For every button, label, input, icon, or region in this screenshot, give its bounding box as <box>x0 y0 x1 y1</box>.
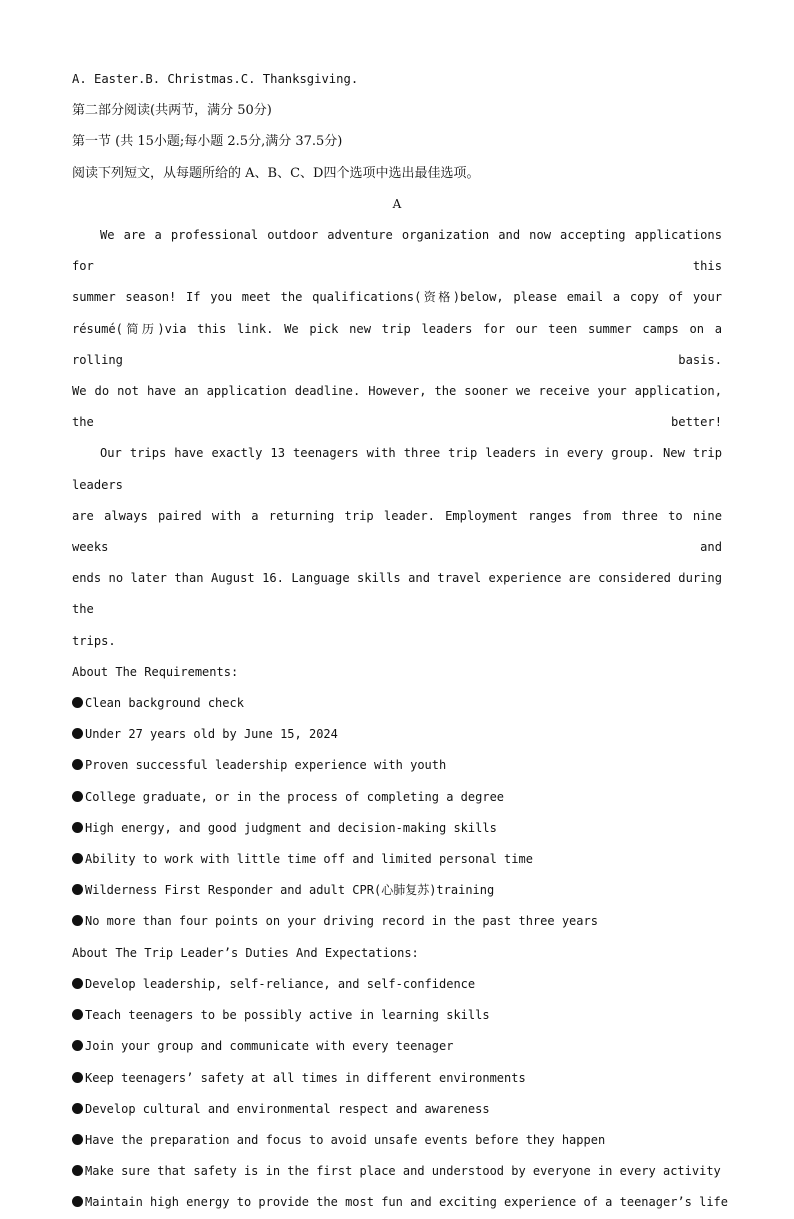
bullet-icon <box>72 697 83 708</box>
bullet-icon <box>72 759 83 770</box>
paragraph-two-line-4: trips. <box>72 633 116 648</box>
list-item <box>72 1094 722 1125</box>
paragraph-one-line-1: We are a professional outdoor adventure organization and now accepting applications for this <box>72 228 722 274</box>
requirement-text: Ability to work with little time off and limited personal time <box>85 852 533 867</box>
list-item <box>72 688 722 719</box>
list-item <box>72 750 722 781</box>
paragraph-two-line-1: Our trips have exactly 13 teenagers with three trip leaders in every group. New trip leaders <box>72 446 722 492</box>
duty-text: Make sure that safety is in the first place and understood by everyone in every activity <box>85 1164 721 1179</box>
bullet-icon <box>72 915 83 926</box>
bullet-icon <box>72 1134 83 1145</box>
duty-text: Join your group and communicate with every teenager <box>85 1039 454 1054</box>
requirement-text: Proven successful leadership experience with youth <box>85 758 447 773</box>
bullet-icon <box>72 1196 83 1207</box>
document-page <box>72 64 728 1219</box>
list-item <box>72 813 722 844</box>
bullet-icon <box>72 853 83 864</box>
list-item <box>72 719 722 750</box>
list-item <box>72 1187 728 1218</box>
duties-list <box>72 969 728 1219</box>
list-item <box>72 844 722 875</box>
section-one-title: 第一节 (共 15小题;每小题 2.5分,满分 37.5分) <box>72 134 343 150</box>
paragraph-one-line-4: We do not have an application deadline. However, the sooner we receive your application, the better! <box>72 384 722 430</box>
bullet-icon <box>72 728 83 739</box>
requirements-list <box>72 688 722 938</box>
duties-heading: About The Trip Leader’s Duties And Expectations: <box>72 945 419 960</box>
answer-options: A. Easter.B. Christmas.C. Thanksgiving. <box>72 72 359 86</box>
duty-text: Develop cultural and environmental respect and awareness <box>85 1101 490 1116</box>
paragraph-one-line-2: summer season! If you meet the qualifications(资格)below, please email a copy of your <box>72 290 722 305</box>
paragraph-two-line-3: ends no later than August 16. Language skills and travel experience are considered during the <box>72 571 722 617</box>
bullet-icon <box>72 1165 83 1176</box>
requirement-text: College graduate, or in the process of completing a degree <box>85 789 505 804</box>
duty-text: Keep teenagers’ safety at all times in different environments <box>85 1070 526 1085</box>
requirement-text: No more than four points on your driving record in the past three years <box>85 914 598 929</box>
requirement-text: High energy, and good judgment and decision-making skills <box>85 820 497 835</box>
requirement-text: Under 27 years old by June 15, 2024 <box>85 727 338 742</box>
bullet-icon <box>72 978 83 989</box>
list-item <box>72 1031 722 1062</box>
list-item <box>72 1156 722 1187</box>
bullet-icon <box>72 791 83 802</box>
paragraph-two <box>72 438 722 656</box>
duty-text: Have the preparation and focus to avoid unsafe events before they happen <box>85 1132 606 1147</box>
list-item <box>72 875 722 906</box>
requirements-heading: About The Requirements: <box>72 664 239 679</box>
list-item <box>72 969 722 1000</box>
bullet-icon <box>72 822 83 833</box>
list-item <box>72 906 722 937</box>
paragraph-one <box>72 220 722 438</box>
part-two-title: 第二部分阅读(共两节，满分 50分) <box>72 103 272 119</box>
bullet-icon <box>72 1103 83 1114</box>
list-item <box>72 1125 722 1156</box>
requirement-text: Clean background check <box>85 696 244 711</box>
bullet-icon <box>72 1072 83 1083</box>
paragraph-two-line-2: are always paired with a returning trip leader. Employment ranges from three to nine weeks and <box>72 508 722 555</box>
paragraph-one-line-3: résumé(简历)via this link. We pick new trip leaders for our teen summer camps on a rolling basis. <box>72 321 722 367</box>
bullet-icon <box>72 1040 83 1051</box>
list-item <box>72 782 722 813</box>
duty-text: Maintain high energy to provide the most fun and exciting experience of a teenager’s life <box>85 1195 728 1210</box>
requirement-text: Wilderness First Responder and adult CPR(心肺复苏)training <box>85 883 495 898</box>
bullet-icon <box>72 1009 83 1020</box>
bullet-icon <box>72 884 83 895</box>
list-item <box>72 1000 722 1031</box>
list-item <box>72 1063 722 1094</box>
reading-instructions: 阅读下列短文，从每题所给的 A、B、C、D四个选项中选出最佳选项。 <box>72 165 480 181</box>
passage-label: A <box>392 196 402 211</box>
duty-text: Develop leadership, self-reliance, and self-confidence <box>85 976 476 991</box>
duty-text: Teach teenagers to be possibly active in learning skills <box>85 1008 490 1023</box>
